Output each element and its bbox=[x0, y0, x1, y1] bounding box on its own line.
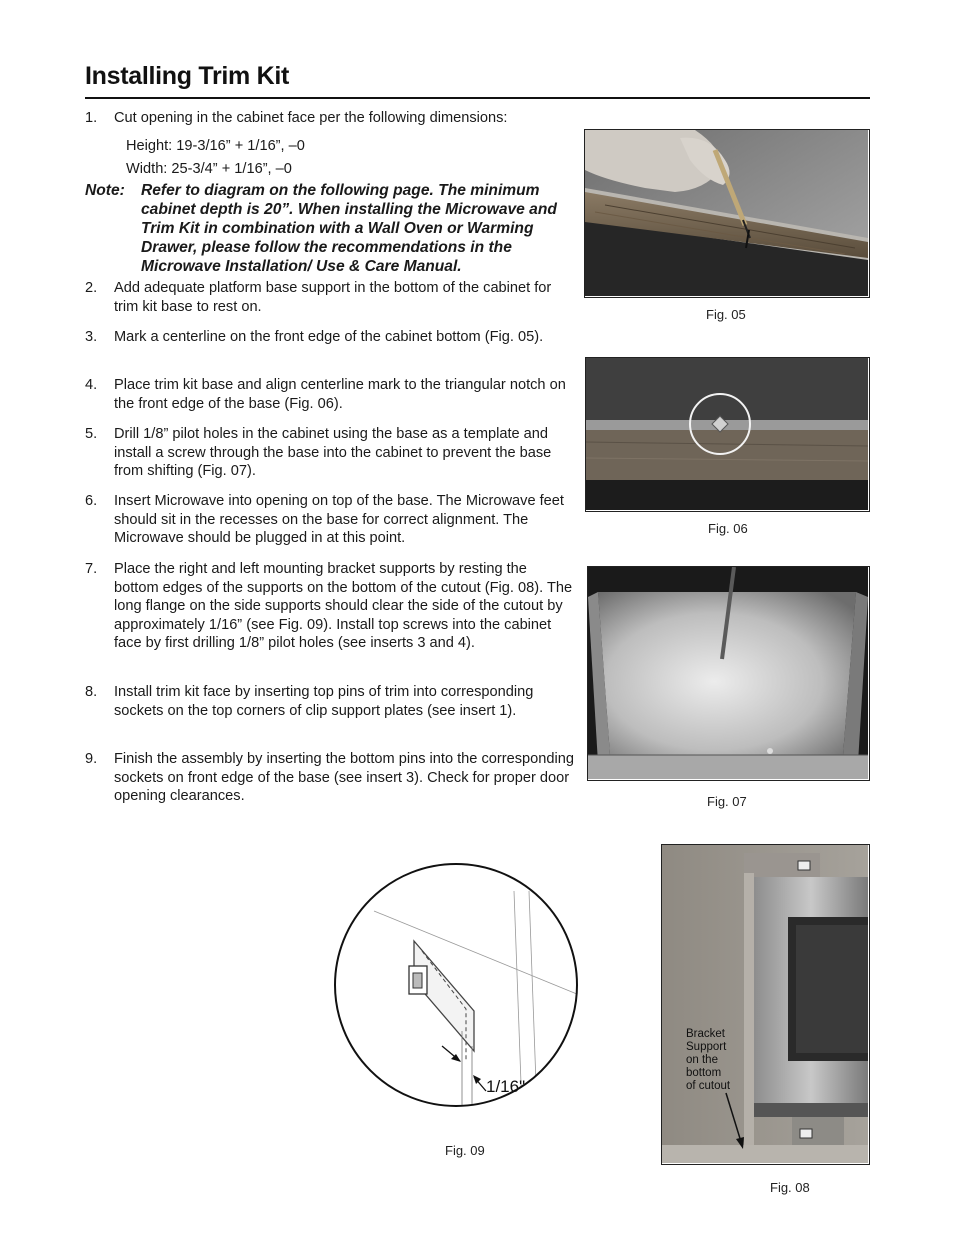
fig07-caption: Fig. 07 bbox=[707, 794, 747, 809]
step-text: Place trim kit base and align centerline mark to the triangular notch on the front edge of the base (Fig. 06). bbox=[114, 377, 566, 412]
note-label: Note: bbox=[85, 182, 125, 199]
fig08-callout-line: on the bbox=[686, 1054, 718, 1066]
dimension-height: Height: 19-3/16” + 1/16”, –0 bbox=[126, 138, 305, 154]
step-5 bbox=[85, 425, 575, 481]
step-text: Add adequate platform base support in the bottom of the cabinet for trim kit base to rest on. bbox=[114, 280, 552, 315]
step-3 bbox=[85, 328, 575, 347]
fig09-dimension-label: 1/16" bbox=[486, 1077, 526, 1096]
step-text: Insert Microwave into opening on top of the base. The Microwave feet should sit in the recesses on the base for correct alignment. The Microwave should be plugged in at this point. bbox=[114, 493, 564, 547]
note bbox=[85, 181, 580, 276]
fig05-photo bbox=[584, 129, 870, 298]
step-number: 1. bbox=[85, 110, 98, 126]
page-title: Installing Trim Kit bbox=[85, 62, 290, 90]
step-number: 3. bbox=[85, 329, 98, 345]
step-4 bbox=[85, 376, 575, 413]
step-text: Install trim kit face by inserting top pins of trim into corresponding sockets on the top corners of clip support plates (see insert 1). bbox=[114, 684, 534, 719]
step-number: 6. bbox=[85, 493, 98, 509]
note-text: Refer to diagram on the following page. The minimum cabinet depth is 20”. When installing the Microwave and Trim Kit in combination with a Wall Oven or Warming Drawer, please follow the recommendations in the Microwave Installation/ Use & Care Manual. bbox=[141, 182, 557, 275]
fig09-caption: Fig. 09 bbox=[445, 1143, 485, 1158]
fig06-caption: Fig. 06 bbox=[708, 521, 748, 536]
fig08-callout-line: of cutout bbox=[686, 1080, 731, 1092]
fig07-photo bbox=[587, 566, 870, 781]
dimension-width: Width: 25-3/4” + 1/16”, –0 bbox=[126, 161, 292, 177]
step-text: Place the right and left mounting bracket supports by resting the bottom edges of the supports on the bottom of the cutout (Fig. 08). The long flange on the side supports should clear the side of the cutout by approximately 1/16” (see Fig. 09). Install top screws into the cabinet face by first drilling 1/8” pilot holes (see inserts 3 and 4). bbox=[114, 561, 573, 652]
fig08-callout-line: Support bbox=[686, 1041, 727, 1053]
step-number: 8. bbox=[85, 684, 98, 700]
fig08-callout-line: Bracket bbox=[686, 1028, 725, 1040]
fig08-photo bbox=[661, 844, 870, 1165]
step-number: 5. bbox=[85, 426, 98, 442]
step-number: 9. bbox=[85, 751, 98, 767]
step-6 bbox=[85, 492, 575, 548]
step-9 bbox=[85, 750, 575, 806]
step-text: Cut opening in the cabinet face per the following dimensions: bbox=[114, 110, 508, 126]
title-rule bbox=[85, 97, 870, 99]
step-text: Finish the assembly by inserting the bottom pins into the corresponding sockets on front edge of the base (see insert 3). Check for proper door opening clearances. bbox=[114, 751, 574, 805]
step-text: Drill 1/8” pilot holes in the cabinet using the base as a template and install a screw through the base into the cabinet to prevent the base from shifting (Fig. 07). bbox=[114, 426, 552, 480]
step-number: 7. bbox=[85, 561, 98, 577]
fig05-caption: Fig. 05 bbox=[706, 307, 746, 322]
step-7 bbox=[85, 560, 575, 653]
fig08-callout-line: bottom bbox=[686, 1067, 722, 1079]
step-text: Mark a centerline on the front edge of the cabinet bottom (Fig. 05). bbox=[114, 329, 544, 345]
fig06-photo bbox=[585, 357, 870, 512]
step-number: 2. bbox=[85, 280, 98, 296]
step-2 bbox=[85, 279, 575, 316]
fig08-caption: Fig. 08 bbox=[770, 1180, 810, 1195]
step-1 bbox=[85, 109, 575, 128]
fig09-diagram bbox=[334, 861, 584, 1111]
step-8 bbox=[85, 683, 575, 720]
step-number: 4. bbox=[85, 377, 98, 393]
